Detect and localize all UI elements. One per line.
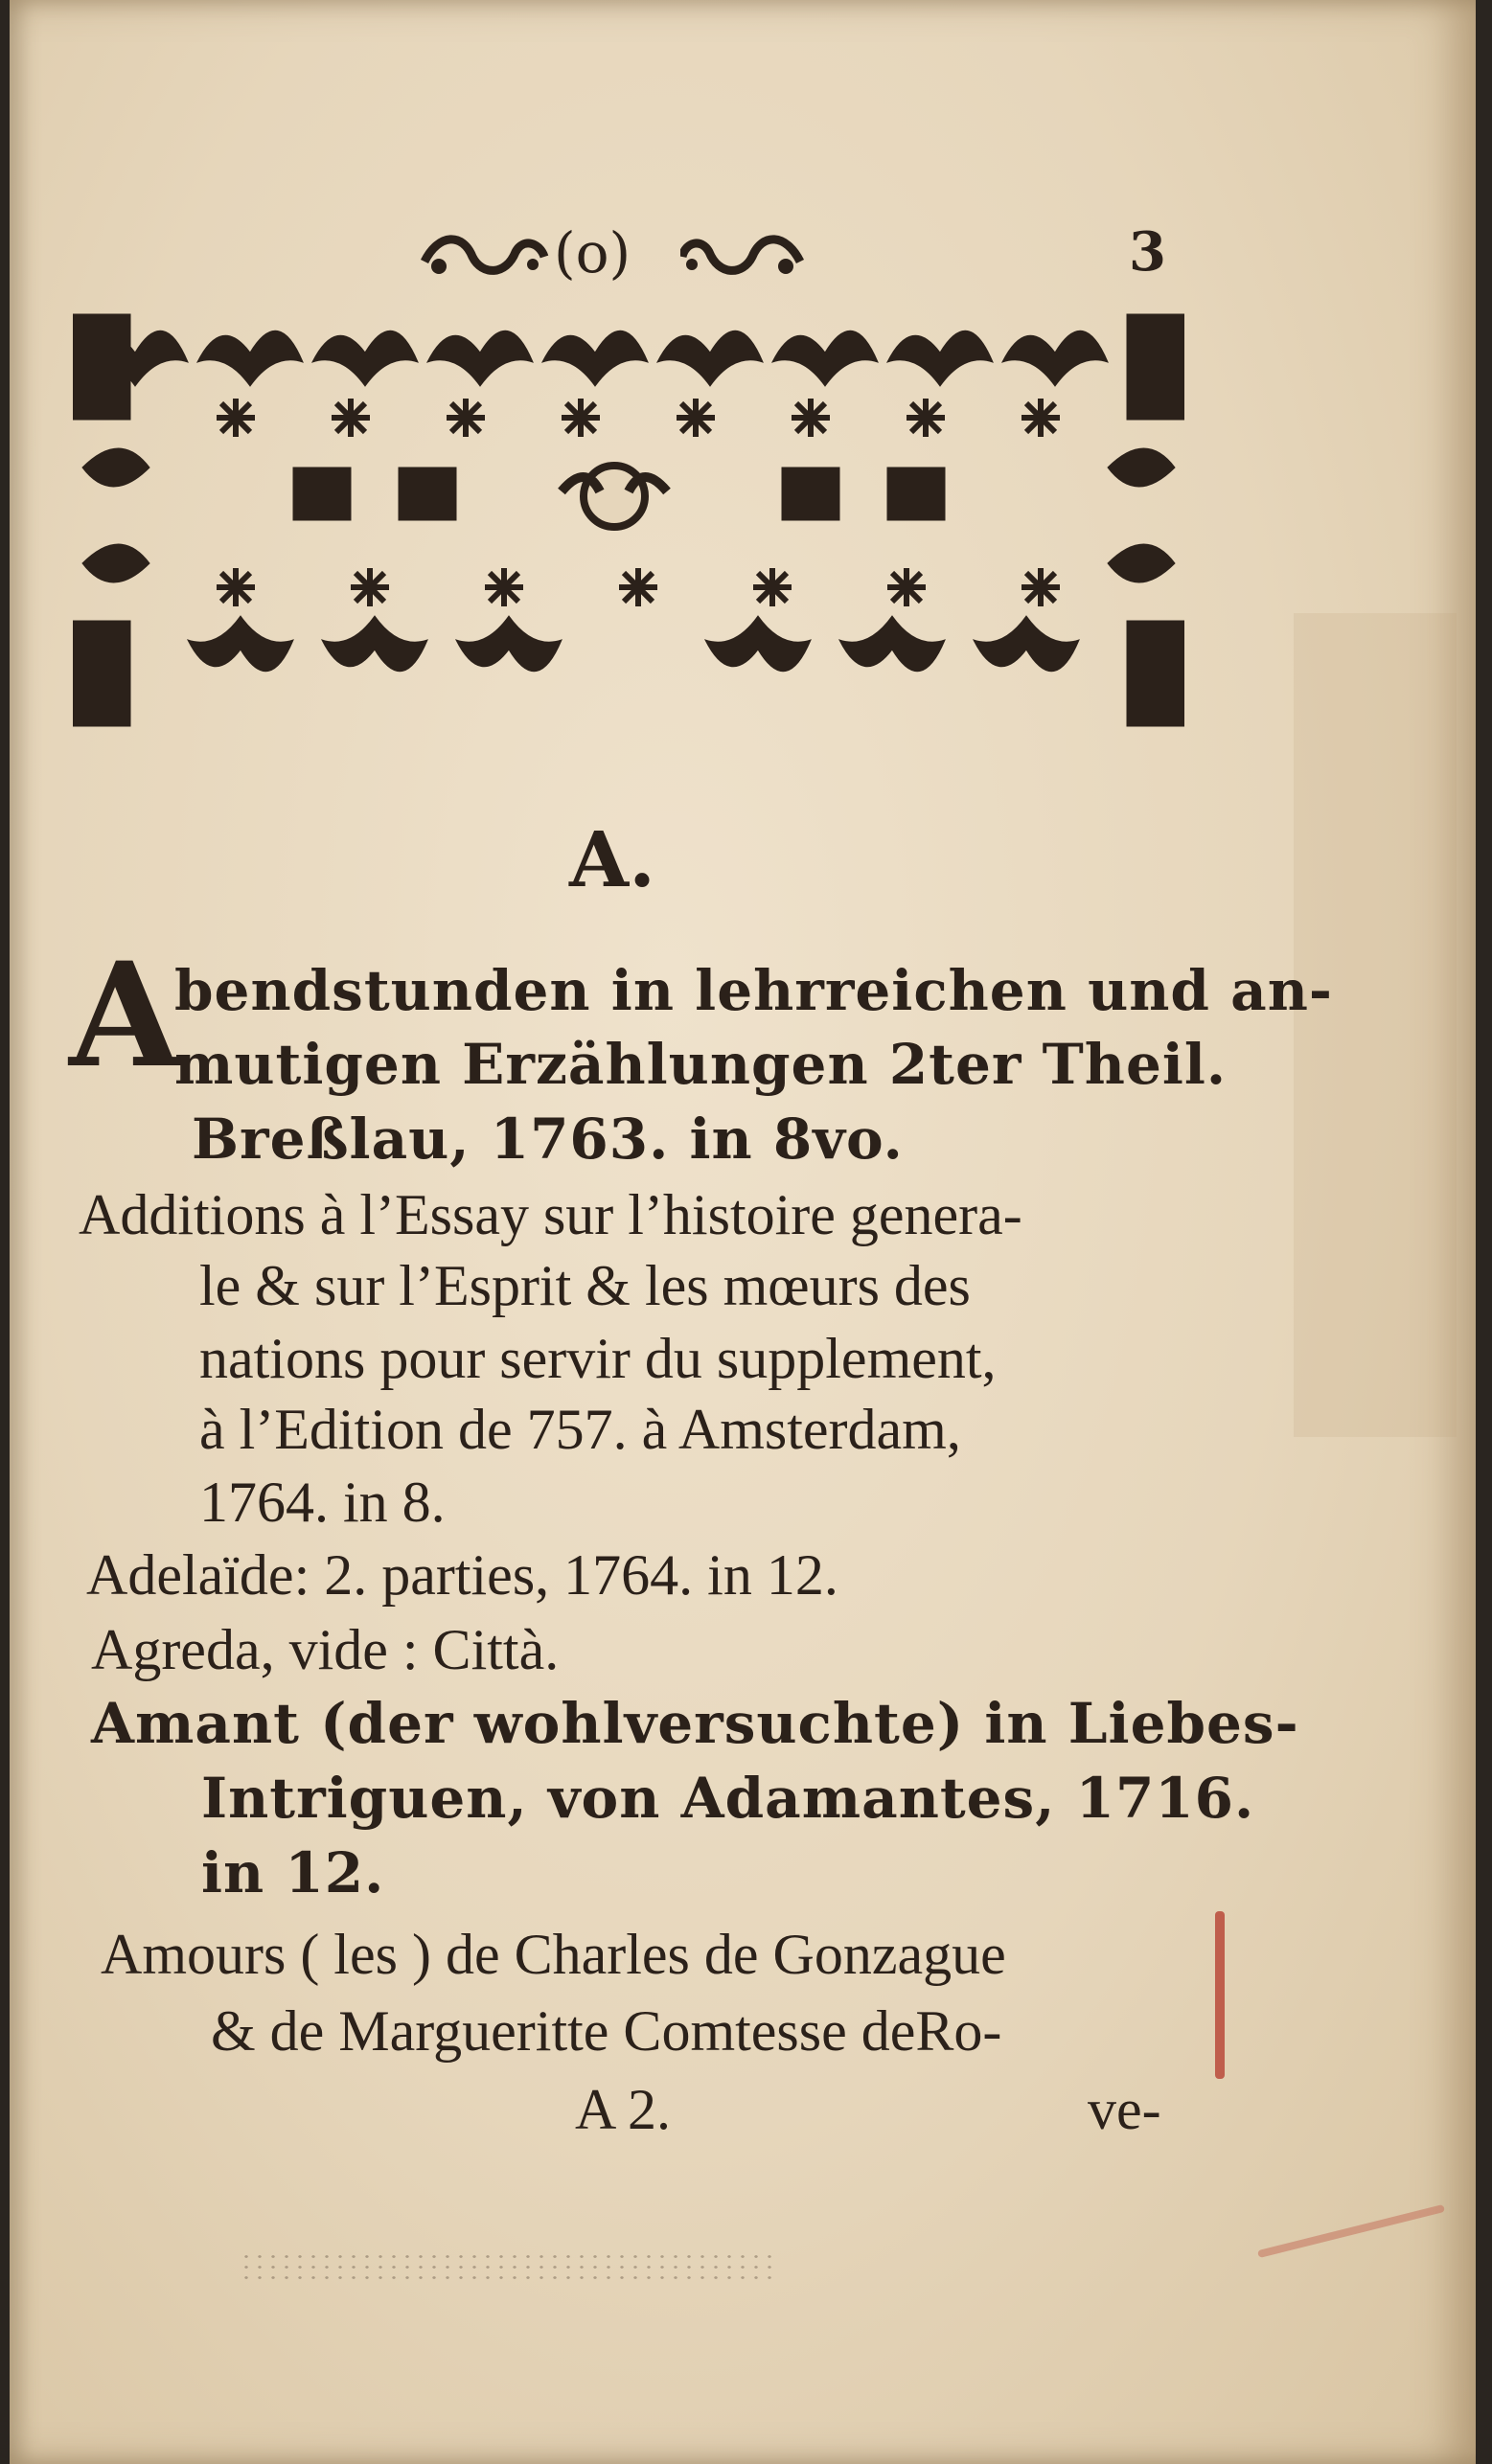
page-number: 3 <box>1129 220 1166 284</box>
signature-mark: A 2. <box>575 2078 672 2141</box>
entry-line: Intriguen, von Adamantes, 1716. <box>201 1766 1255 1831</box>
drop-cap: A <box>69 931 181 1100</box>
entry-line: le & sur l’Esprit & les mœurs des <box>199 1254 971 1317</box>
entry-line: Adelaïde: 2. parties, 1764. in 12. <box>86 1543 838 1607</box>
header-ornament-right-icon <box>680 228 805 285</box>
red-stain <box>1257 2204 1445 2258</box>
entry-line: bendstunden in lehrreichen und an- <box>174 958 1333 1023</box>
entry-line: & de Margueritte Comtesse deRo- <box>211 1999 1002 2063</box>
entry-line: Amant (der wohlversuchte) in Liebes- <box>91 1691 1299 1756</box>
entry-line: mutigen Erzählungen 2ter Theil. <box>174 1032 1228 1097</box>
catchword: ve- <box>1088 2078 1161 2141</box>
entry-line: à l’Edition de 757. à Amsterdam, <box>199 1398 961 1461</box>
section-heading: A. <box>569 814 655 904</box>
entry-line: Amours ( les ) de Charles de Gonzague <box>101 1923 1006 1986</box>
entry-line: 1764. in 8. <box>199 1471 446 1534</box>
bleed-through <box>1294 613 1457 1437</box>
entry-line: in 12. <box>201 1840 385 1905</box>
decorative-headpiece-icon <box>73 305 1184 734</box>
entry-line: nations pour servir du supplement, <box>199 1327 997 1390</box>
header-ornament-text: (o) <box>554 220 631 285</box>
entry-line: Breßlau, 1763. in 8vo. <box>192 1107 904 1172</box>
entry-line: Additions à l’Essay sur l’histoire genera- <box>79 1183 1022 1246</box>
red-pencil-mark <box>1215 1911 1225 2079</box>
entry-line: Agreda, vide : Città. <box>91 1618 560 1681</box>
page <box>10 0 1476 2464</box>
page-header <box>10 220 1476 297</box>
header-ornament-left-icon <box>420 228 549 285</box>
paper-specks <box>240 2251 776 2280</box>
